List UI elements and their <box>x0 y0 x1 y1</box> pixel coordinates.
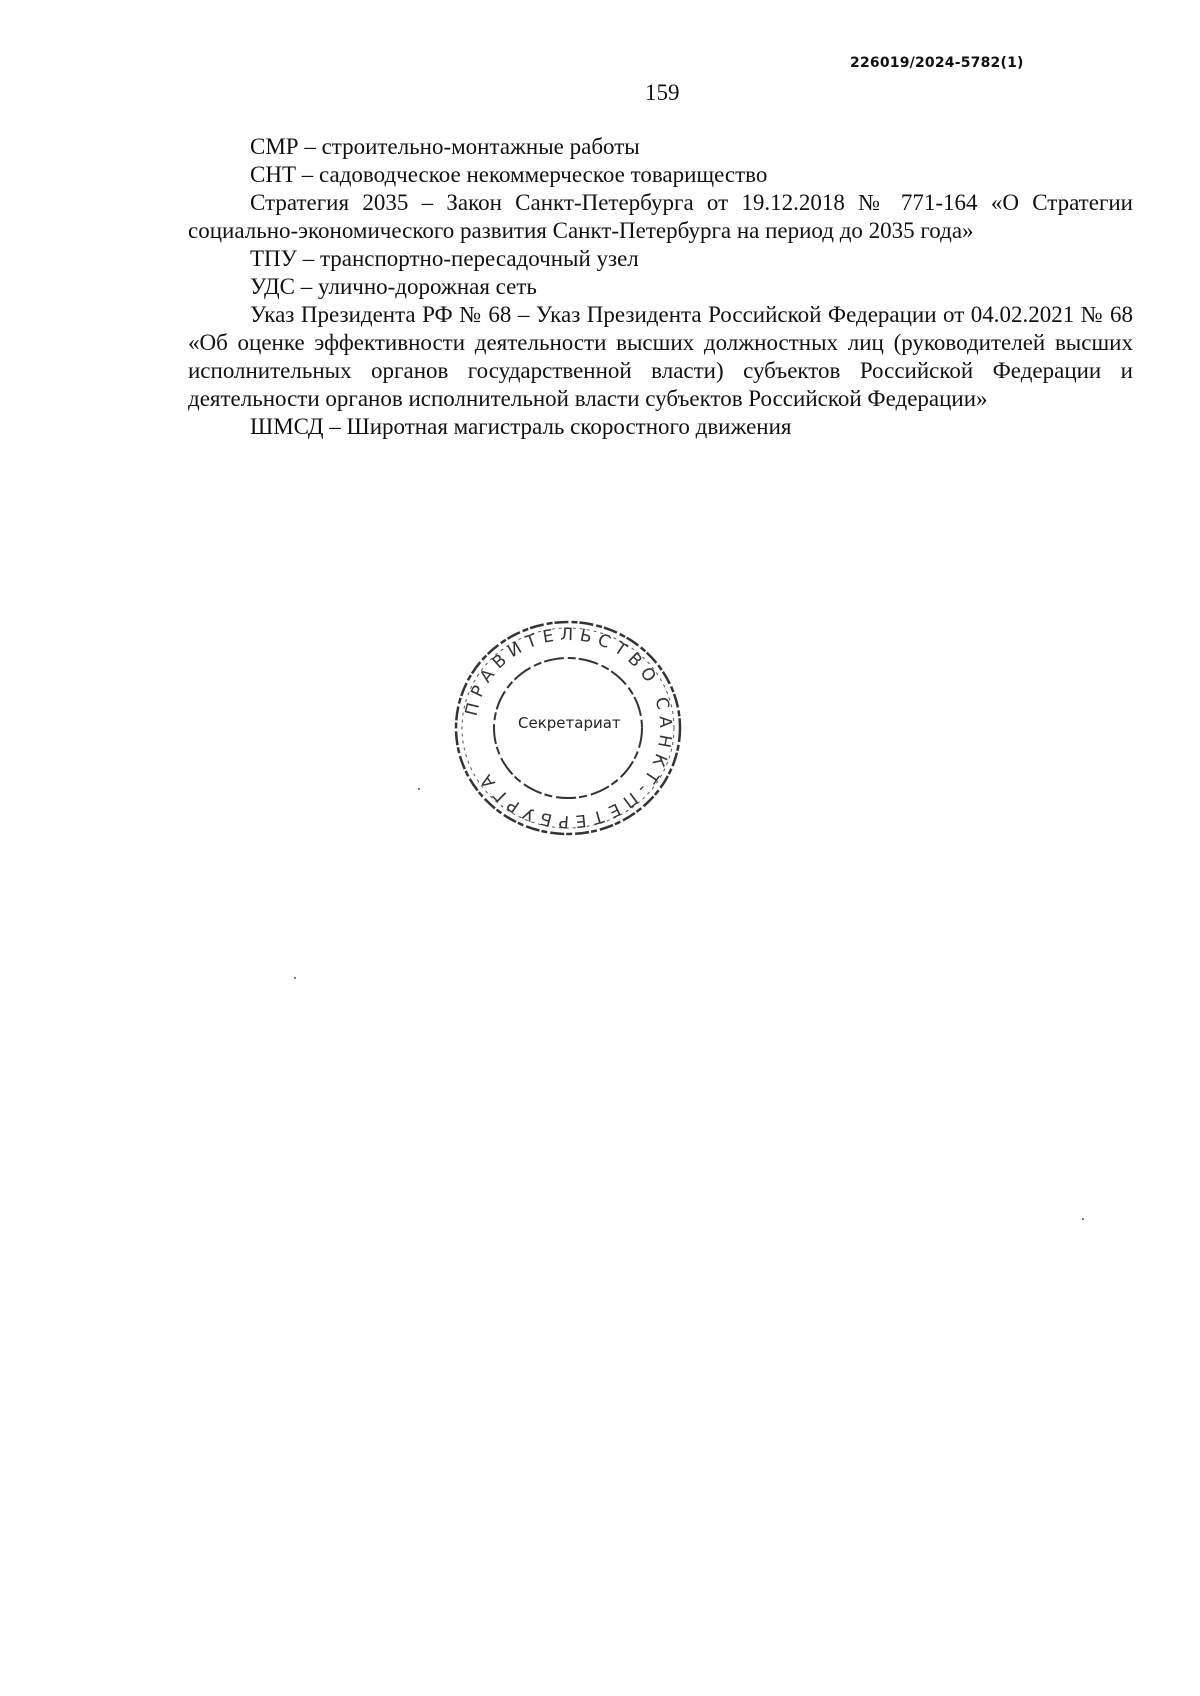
scan-speck <box>418 788 420 790</box>
page-number: 159 <box>645 80 680 105</box>
svg-text:ПРАВИТЕЛЬСТВО САНКТ-ПЕТЕРБУРГА: ПРАВИТЕЛЬСТВО САНКТ-ПЕТЕРБУРГА <box>461 624 676 832</box>
abbreviation-entry-shmsd: ШМСД – Широтная магистраль скоростного движения <box>250 414 792 439</box>
official-stamp <box>448 616 688 840</box>
abbreviation-entry-uds: УДС – улично-дорожная сеть <box>250 274 537 299</box>
scan-speck <box>1082 1218 1084 1220</box>
abbreviation-entry-strategy-2035: Стратегия 2035 – Закон Санкт-Петербурга от 19.12.2018 № 771-164 «О Стратегии социально-экономического развития Санкт-Петербурга на период до 2035 года» <box>188 190 1133 243</box>
document-id: 226019/2024-5782(1) <box>850 55 1024 71</box>
abbreviations-list <box>188 133 1133 441</box>
abbreviation-entry-snt: СНТ – садоводческое некоммерческое товарищество <box>250 162 768 187</box>
stamp-center-text: Секретариат <box>518 714 621 732</box>
scan-speck <box>294 977 296 979</box>
abbreviation-entry-tpu: ТПУ – транспортно-пересадочный узел <box>250 246 639 271</box>
abbreviation-entry-decree-68: Указ Президента РФ № 68 – Указ Президента Российской Федерации от 04.02.2021 № 68 «Об оценке эффективности деятельности высших должностных лиц (руководителей высших исполнительных органов государственной власти) субъектов Российской Федерации и деятельности органов исполнительной власти субъектов Российской Федерации» <box>188 302 1133 411</box>
abbreviation-entry-smr: СМР – строительно-монтажные работы <box>250 134 640 159</box>
